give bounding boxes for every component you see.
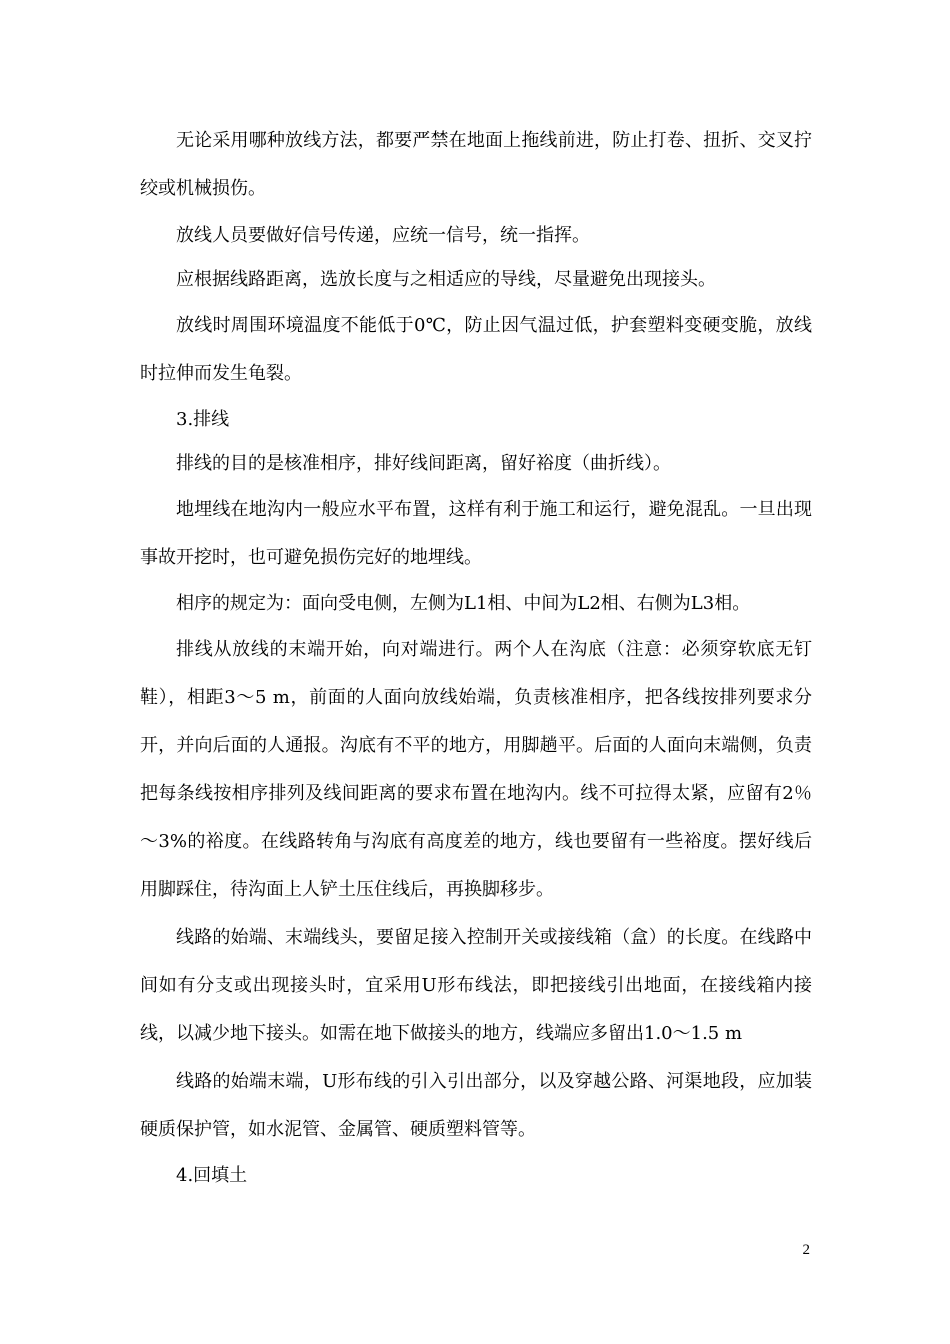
paragraph-temperature: 放线时周围环境温度不能低于0℃，防止因气温过低，护套塑料变硬变脆，放线时拉伸而发生龟裂。 (140, 315, 812, 384)
section-heading-backfill: 4.回填土 (176, 1165, 248, 1186)
page-number: 2 (802, 1242, 810, 1258)
paragraph-arrange-purpose: 排线的目的是核准相序，排好线间距离，留好裕度（曲折线）。 (176, 453, 671, 474)
paragraph-phase-sequence: 相序的规定为：面向受电侧，左侧为L1相、中间为L2相、右侧为L3相。 (176, 593, 751, 614)
paragraph-line-ends: 线路的始端、末端线头，要留足接入控制开关或接线箱（盒）的长度。在线路中间如有分支或出现接头时，宜采用U形布线法，即把接线引出地面，在接线箱内接线，以减少地下接头。如需在地下做接头的地方，线端应多留出1.0～1.5 m (140, 927, 812, 1044)
paragraph-wire-length: 应根据线路距离，选放长度与之相适应的导线，尽量避免出现接头。 (176, 269, 716, 290)
paragraph-protective-pipe: 线路的始端末端，U形布线的引入引出部分，以及穿越公路、河渠地段，应加装硬质保护管，如水泥管、金属管、硬质塑料管等。 (140, 1071, 812, 1140)
section-heading-arrange-wires: 3.排线 (176, 409, 230, 430)
paragraph-signal-command: 放线人员要做好信号传递，应统一信号，统一指挥。 (176, 225, 590, 246)
paragraph-arranging-procedure: 排线从放线的末端开始，向对端进行。两个人在沟底（注意：必须穿软底无钉鞋），相距3～5 m，前面的人面向放线始端，负责核准相序，把各线按排列要求分开，并向后面的人通报。沟底有不平的地方，用脚趟平。后面的人面向末端侧，负责把每条线按相序排列及线间距离的要求布置在地沟内。线不可拉得太紧，应留有2％～3%的裕度。在线路转角与沟底有高度差的地方，线也要留有一些裕度。摆好线后用脚踩住，待沟面上人铲土压住线后，再换脚移步。 (140, 639, 812, 900)
paragraph-horizontal-layout: 地埋线在地沟内一般应水平布置，这样有利于施工和运行，避免混乱。一旦出现事故开挖时，也可避免损伤完好的地埋线。 (140, 499, 812, 568)
paragraph-cable-laying-rules: 无论采用哪种放线方法，都要严禁在地面上拖线前进，防止打卷、扭折、交叉拧绞或机械损伤。 (140, 130, 812, 199)
document-body (140, 117, 812, 1198)
